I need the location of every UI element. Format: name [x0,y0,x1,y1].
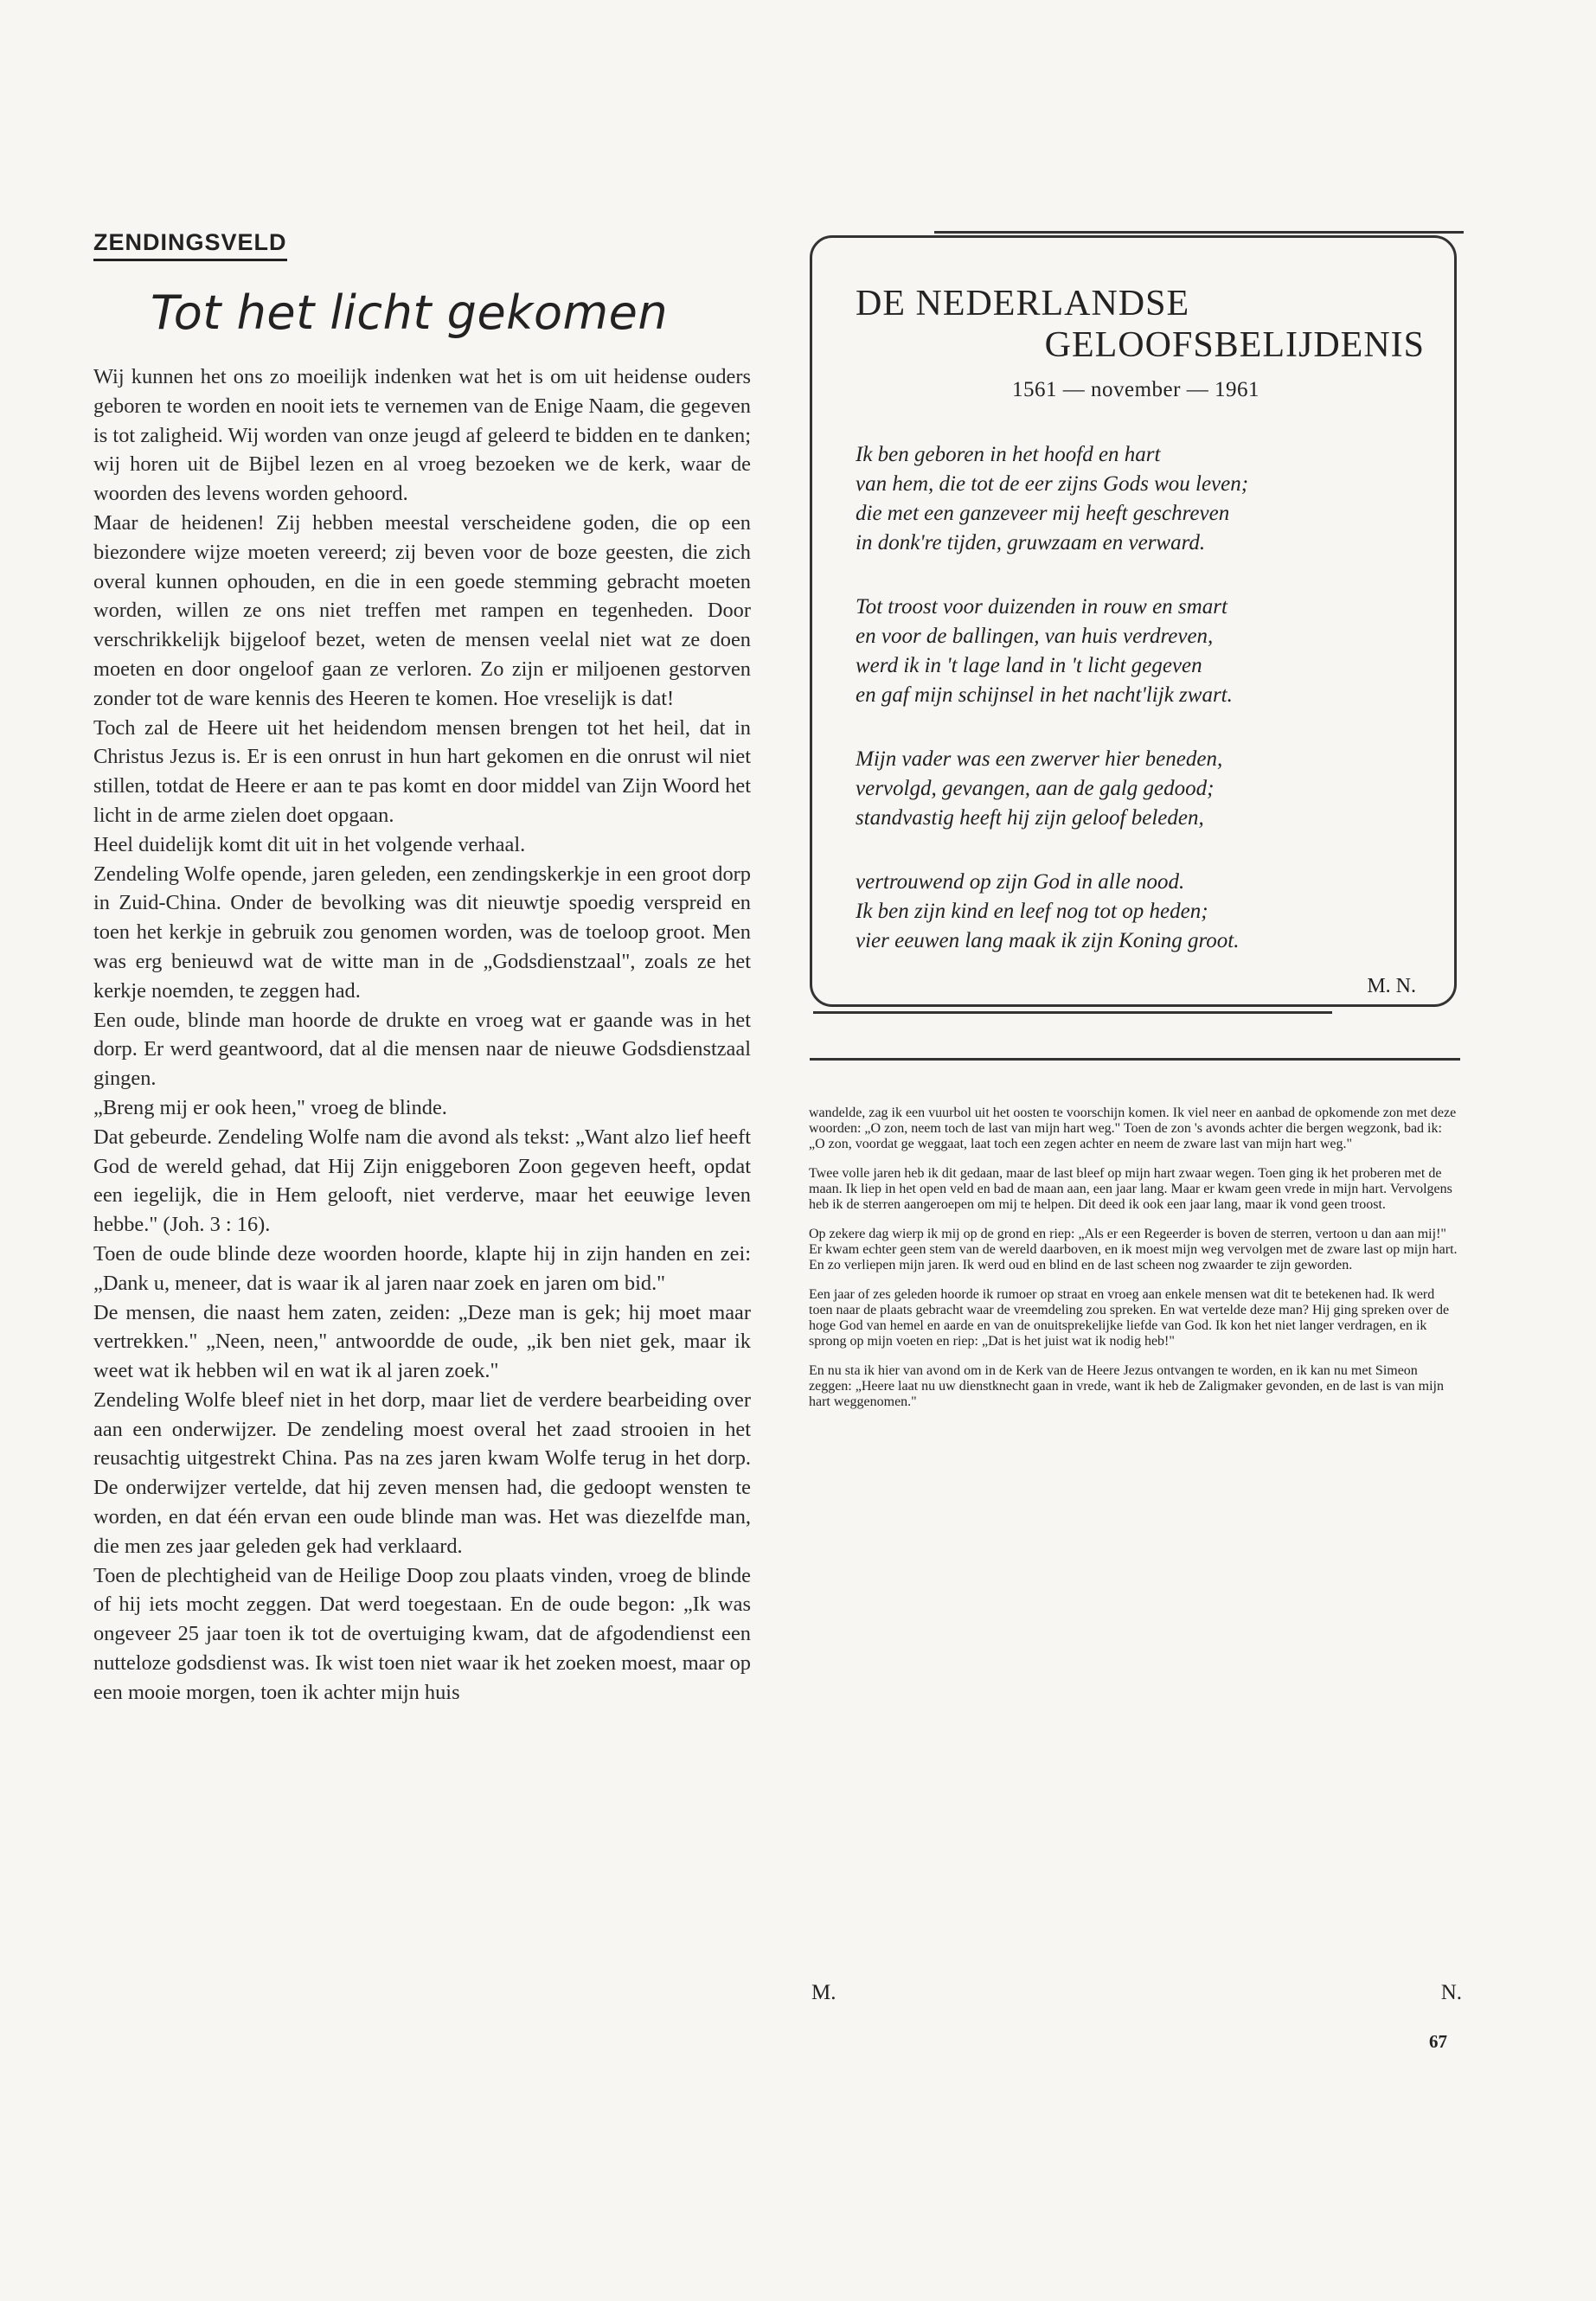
article-title: Tot het licht gekomen [150,285,669,340]
poem-line: Tot troost voor duizenden in rouw en smart [856,595,1227,619]
poem-title-line-2: GELOOFSBELIJDENIS [1044,325,1425,365]
poem-content [856,283,1425,998]
poem-line: werd ik in 't lage land in 't licht gegeven [856,654,1202,677]
paragraph: Dat gebeurde. Zendeling Wolfe nam die avond als tekst: „Want alzo lief heeft God de wereld gehad, dat Hij Zijn eniggeboren Zoon gegeven heeft, opdat een iegelijk, die in Hem gelooft, niet verderve, maar het eeuwige leven hebbe." (Joh. 3 : 16). [93,1125,751,1237]
article-column-right [809,1092,1461,1424]
poem-line: van hem, die tot de eer zijns Gods wou leven; [856,472,1249,496]
paragraph: wandelde, zag ik een vuurbol uit het oosten te voorschijn komen. Ik viel neer en aanbad de opkomende zon met deze woorden: „O zon, neem toch de last van mijn hart weg." Toen de zon 's avonds achter die bergen wegzonk, bad ik: „O zon, voordat ge weggaat, laat toch een zegen achter en neem de zware last van mijn hart weg." [809,1106,1457,1151]
signature-initial-n: N. [1440,1981,1462,2004]
signature-initial-m: M. [811,1981,836,2004]
poem-line: Ik ben zijn kind en leef nog tot op heden; [856,900,1208,923]
article-signature [811,1981,1462,2005]
article-column-left [93,229,751,1708]
poem-box [810,235,1457,1007]
paragraph: Toen de oude blinde deze woorden hoorde, klapte hij in zijn handen en zei: „Dank u, meneer, dat is waar ik al jaren naar zoek en jaren om bid." [93,1241,751,1295]
column-divider [810,1058,1460,1061]
poem-line: Ik ben geboren in het hoofd en hart [856,443,1161,466]
paragraph: De mensen, die naast hem zaten, zeiden: „Deze man is gek; hij moet maar vertrekken." „Neen, neen," antwoordde de oude, „ik ben niet gek, maar ik weet wat ik hebben wil en wat ik al jaren zoek." [93,1300,751,1383]
poem-line: vervolgd, gevangen, aan de galg gedood; [856,777,1215,800]
poem-line: vertrouwend op zijn God in alle nood. [856,870,1185,894]
paragraph: Een jaar of zes geleden hoorde ik rumoer op straat en vroeg aan enkele mensen wat dit te betekenen had. Ik werd toen naar de plaats gebracht waar de vreemdeling zou spreken. En wat vertelde deze man? Hij ging spreken over de hoge God van hemel en aarde en van de onuitsprekelijke liefde van God. Ik kon het niet langer verdragen, en ik sprong op mijn voeten en riep: „Dat is het juist wat ik nodig heb!" [809,1287,1450,1349]
paragraph: Zendeling Wolfe bleef niet in het dorp, maar liet de verdere bearbeiding over aan een onderwijzer. De zendeling moest overal het zaad strooien in het reusachtig uitgestrekt China. Pas na zes jaren kwam Wolfe terug in het dorp. De onderwijzer vertelde, dat hij zeven mensen had, die gedoopt wensten te worden, en dat één ervan een oude blinde man was. Het was diezelfde man, die men zes jaar geleden gek had verklaard. [93,1388,751,1558]
poem-stanza [856,440,1416,558]
poem-line: in donk're tijden, gruwzaam en verward. [856,531,1206,554]
poem-stanza [856,593,1416,710]
poem-signature: M. N. [1367,975,1416,997]
box-bottom-rule [813,1011,1332,1014]
paragraph: Op zekere dag wierp ik mij op de grond en riep: „Als er een Regeerder is boven de sterren, vertoon u dan aan mij!" Er kwam echter geen stem van de wereld daarboven, en ik moest mijn weg vervolgen met de zware last op mijn hart. En zo verliepen mijn jaren. Ik werd oud en blind en de last scheen nog zwaarder te zijn geworden. [809,1227,1458,1272]
page-number: 67 [1429,2031,1447,2052]
poem-title-line-1: DE NEDERLANDSE [856,284,1190,324]
box-top-rule [934,231,1464,234]
paragraph: Een oude, blinde man hoorde de drukte en vroeg wat er gaande was in het dorp. Er werd geantwoord, dat al die mensen naar de nieuwe Godsdienstzaal gingen. [93,1008,751,1091]
poem-line: standvastig heeft hij zijn geloof beleden, [856,806,1204,830]
poem-date: 1561 — november — 1961 [1012,378,1259,401]
paragraph: Maar de heidenen! Zij hebben meestal verscheidene goden, die op een biezondere wijze moeten vereerd; zij beven voor de boze geesten, die zich overal kunnen ophouden, en die in een goede stemming gebracht moeten worden, willen ze ons niet treffen met rampen en tegenheden. Door verschrikkelijk bijgeloof bezet, weten de mensen veelal niet wat ze doen moeten en door ongeloof gaan ze verloren. Zo zijn er miljoenen gestorven zonder tot de ware kennis des Heeren te komen. Hoe vreselijk is dat! [93,510,751,710]
paragraph: En nu sta ik hier van avond om in de Kerk van de Heere Jezus ontvangen te worden, en ik kan nu met Simeon zeggen: „Heere laat nu uw dienstknecht gaan in vrede, want ik heb de Zaligmaker gevonden, en de last is van mijn hart weggenomen." [809,1363,1444,1409]
poem-line: en voor de ballingen, van huis verdreven, [856,625,1214,648]
paragraph: Heel duidelijk komt dit uit in het volgende verhaal. [93,832,526,856]
paragraph: Toch zal de Heere uit het heidendom mensen brengen tot het heil, dat in Christus Jezus is. Er is een onrust in hun hart gekomen en die onrust wil niet stillen, totdat de Heere er aan te pas komt en door middel van Zijn Woord het licht in de arme zielen doet opgaan. [93,715,751,827]
paragraph: Twee volle jaren heb ik dit gedaan, maar de last bleef op mijn hart zwaar wegen. Toen ging ik het proberen met de maan. Ik liep in het open veld en bad de maan aan, een jaar lang. Maar er kwam geen vrede in mijn hart. Vervolgens heb ik de sterren aangeroepen om mij te helpen. Dit deed ik ook een jaar lang, maar ik vond geen troost. [809,1166,1452,1212]
poem-line: vier eeuwen lang maak ik zijn Koning groot. [856,929,1240,952]
paragraph: „Breng mij er ook heen," vroeg de blinde. [93,1095,447,1119]
poem-line: en gaf mijn schijnsel in het nacht'lijk zwart. [856,683,1233,707]
paragraph: Toen de plechtigheid van de Heilige Doop zou plaats vinden, vroeg de blinde of hij iets mocht zeggen. Dat werd toegestaan. En de oude begon: „Ik was ongeveer 25 jaar toen ik tot de overtuiging kwam, dat de afgodendienst een nutteloze godsdienst was. Ik wist toen niet waar ik het zoeken moest, maar op een mooie morgen, toen ik achter mijn huis [93,1563,751,1704]
poem-line: Mijn vader was een zwerver hier beneden, [856,747,1223,771]
paragraph: Wij kunnen het ons zo moeilijk indenken wat het is om uit heidense ouders geboren te worden en nooit iets te vernemen van de Enige Naam, die gegeven is tot zaligheid. Wij worden van onze jeugd af geleerd te bidden en te danken; wij horen uit de Bijbel lezen en al vroeg bezoeken we de kerk, waar de woorden des levens worden gehoord. [93,365,751,506]
poem-stanza [856,868,1416,956]
article-body-left [93,362,751,1708]
section-label: ZENDINGSVELD [93,229,287,261]
paragraph: Zendeling Wolfe opende, jaren geleden, een zendingskerkje in een groot dorp in Zuid-China. Onder de bevolking was dit nieuwtje spoedig verspreid en toen het kerkje in gebruik zou genomen worden, was de toeloop groot. Men was erg benieuwd wat de witte man in de „Godsdienstzaal", zoals ze het kerkje noemden, te zeggen had. [93,862,751,1003]
poem-stanza [856,745,1416,833]
poem-line: die met een ganzeveer mij heeft geschreven [856,502,1230,525]
